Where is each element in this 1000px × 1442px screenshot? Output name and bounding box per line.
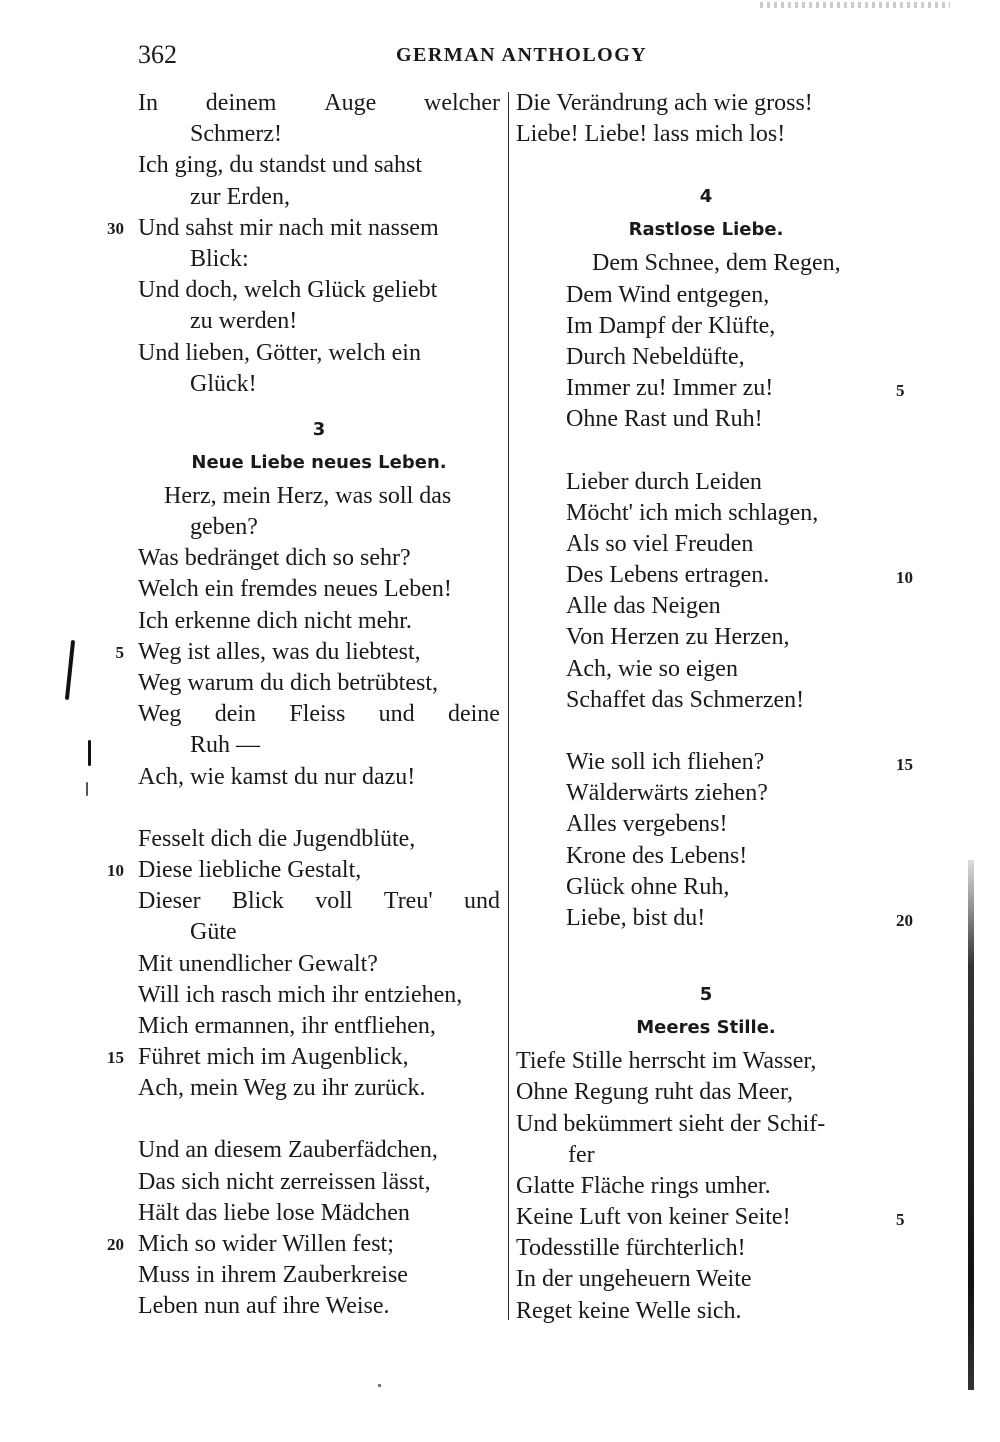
page-header	[138, 40, 898, 70]
verse-line-continuation: fer	[568, 1141, 595, 1168]
verse-word: Fleiss	[289, 701, 346, 728]
line-number: 30	[107, 218, 124, 238]
poem-body	[516, 248, 913, 934]
verse-word: und	[463, 888, 500, 915]
verse-line	[138, 88, 500, 119]
verse-line: Und doch, welch Glück geliebt	[138, 277, 438, 304]
verse-line: Und sahst mir nach mit nassem 30	[138, 213, 500, 244]
verse-line-continuation: Schmerz!	[190, 121, 282, 148]
verse-word: Treu'	[383, 888, 433, 915]
verse-line: Und bekümmert sieht der Schif-	[516, 1110, 826, 1137]
verse-line: Dem Schnee, dem Regen,	[592, 250, 841, 277]
scan-speck	[378, 1384, 381, 1387]
verse-line: Mit unendlicher Gewalt?	[138, 950, 378, 977]
scan-artifact	[760, 2, 950, 8]
margin-pencil-mark	[86, 782, 88, 796]
verse-line: Durch Nebeldüfte,	[566, 343, 745, 370]
margin-pencil-mark	[88, 740, 91, 766]
margin-pencil-mark	[65, 640, 75, 700]
stanza-break	[516, 436, 896, 467]
verse-line: Ohne Rast und Ruh!	[566, 406, 763, 433]
poem-number: 5	[699, 984, 713, 1006]
verse-line: In der ungeheuern Weite	[516, 1266, 752, 1293]
spacer	[138, 400, 500, 414]
verse-line: Ach, wie so eigen	[566, 655, 738, 682]
verse-word: dein	[214, 701, 257, 728]
verse-line: Weg warum du dich betrübtest,	[138, 670, 438, 696]
verse-line: Das sich nicht zerreissen lässt,	[138, 1168, 431, 1195]
verse-line: Glück ohne Ruh,	[566, 873, 730, 900]
verse-line: Ach, wie kamst du nur dazu!	[138, 763, 416, 790]
verse-line: Ich erkenne dich nicht mehr.	[138, 607, 412, 634]
verse-line: Fesselt dich die Jugendblüte,	[138, 825, 416, 852]
verse-line-continuation: Glück!	[190, 370, 257, 397]
line-number: 15	[896, 755, 913, 774]
verse-line: Keine Luft von keiner Seite! 5	[516, 1202, 896, 1233]
verse-line: Mich so wider Willen fest; 20	[138, 1229, 500, 1260]
verse-line: Dem Wind entgegen,	[566, 281, 770, 308]
page-number: 362	[138, 40, 177, 69]
verse-line: Diese liebliche Gestalt, 10	[138, 855, 500, 886]
verse-line: Weg ist alles, was du liebtest, 5	[138, 637, 500, 668]
verse-line: Todesstille fürchterlich!	[516, 1235, 746, 1262]
verse-line: Reget keine Welle sich.	[516, 1297, 742, 1324]
verse-line: Schaffet das Schmerzen!	[566, 686, 805, 713]
line-number: 10	[107, 860, 124, 880]
verse-line: Führet mich im Augenblick, 15	[138, 1042, 500, 1073]
line-number: 10	[896, 568, 913, 588]
verse-line: Leben nun auf ihre Weise.	[138, 1293, 390, 1320]
verse-word: und	[378, 701, 415, 728]
verse-word: voll	[315, 888, 353, 915]
verse-line: Von Herzen zu Herzen,	[566, 624, 790, 651]
stanza-break	[516, 716, 896, 747]
verse-word: Blick	[231, 888, 284, 915]
verse-line: Was bedränget dich so sehr?	[138, 545, 411, 572]
verse-word: In	[138, 90, 158, 116]
verse-line: Tiefe Stille herrscht im Wasser,	[516, 1048, 817, 1075]
verse-line: Lieber durch Leiden	[566, 468, 762, 495]
line-number: 5	[115, 642, 124, 662]
verse-line-continuation: Blick:	[190, 245, 249, 272]
stanza-break	[138, 793, 500, 824]
verse-line-continuation: Ruh —	[190, 732, 261, 759]
verse-line: Wälderwärts ziehen?	[566, 780, 768, 807]
verse-line	[138, 886, 500, 917]
stanza-break	[516, 934, 896, 965]
poem-title: Rastlose Liebe.	[628, 219, 784, 241]
verse-line: Des Lebens ertragen. 10	[516, 560, 896, 591]
verse-line: Wie soll ich fliehen? 15	[516, 747, 896, 778]
page-edge-shadow	[968, 860, 974, 1390]
verse-line: Im Dampf der Klüfte,	[566, 312, 776, 339]
poem-title: Neue Liebe neues Leben.	[191, 451, 447, 473]
verse-line: Liebe! Liebe! lass mich los!	[516, 121, 786, 148]
verse-line: Ohne Regung ruht das Meer,	[516, 1079, 793, 1106]
verse-line-continuation: Güte	[190, 919, 237, 946]
verse-word: Weg	[138, 701, 182, 728]
verse-line: Und lieben, Götter, welch ein	[138, 339, 421, 366]
verse-line: Mich ermannen, ihr entfliehen,	[138, 1012, 436, 1039]
right-column	[516, 88, 913, 1327]
verse-line-continuation: zu werden!	[190, 308, 298, 335]
verse-line: Krone des Lebens!	[566, 842, 748, 869]
verse-word: deine	[447, 701, 500, 728]
verse-word: deinem	[205, 90, 277, 116]
stanza-break	[138, 1104, 500, 1135]
line-number: 5	[896, 1210, 905, 1230]
verse-line: Muss in ihrem Zauberkreise	[138, 1262, 408, 1289]
verse-line-continuation: zur Erden,	[190, 183, 290, 210]
verse-word: welcher	[424, 90, 500, 116]
poem-number: 4	[699, 186, 713, 208]
line-number: 20	[107, 1235, 124, 1254]
verse-line: Will ich rasch mich ihr entziehen,	[138, 981, 463, 1008]
verse-line-continuation: geben?	[190, 514, 258, 541]
verse-line: Immer zu! Immer zu! 5	[516, 373, 896, 404]
line-number: 15	[107, 1048, 124, 1068]
verse-word: Auge	[324, 90, 377, 116]
verse-line: Hält das liebe lose Mädchen	[138, 1199, 410, 1226]
verse-line: Herz, mein Herz, was soll das	[164, 482, 452, 509]
verse-line: Als so viel Freuden	[566, 530, 754, 557]
verse-line: Alle das Neigen	[566, 593, 721, 620]
line-number: 20	[896, 910, 913, 930]
column-divider	[508, 92, 509, 1320]
verse-line: Liebe, bist du! 20	[516, 903, 896, 934]
spacer	[516, 150, 896, 181]
verse-line: Alles vergebens!	[566, 811, 728, 838]
left-column	[107, 88, 500, 1323]
poem-title: Meeres Stille.	[636, 1017, 776, 1039]
line-number: 5	[896, 381, 905, 401]
poem-number: 3	[312, 418, 326, 440]
verse-line: Und an diesem Zauberfädchen,	[138, 1137, 438, 1164]
verse-line: Ach, mein Weg zu ihr zurück.	[138, 1075, 426, 1102]
verse-line	[138, 699, 500, 730]
verse-word: Dieser	[138, 888, 201, 915]
verse-line: Glatte Fläche rings umher.	[516, 1172, 771, 1199]
running-head: GERMAN ANTHOLOGY	[396, 44, 648, 66]
spacer	[516, 965, 896, 979]
verse-line: Ich ging, du standst und sahst	[138, 152, 422, 179]
verse-line: Möcht' ich mich schlagen,	[566, 499, 819, 526]
verse-line: Welch ein fremdes neues Leben!	[138, 576, 452, 603]
verse-line: Die Verändrung ach wie gross!	[516, 90, 813, 116]
